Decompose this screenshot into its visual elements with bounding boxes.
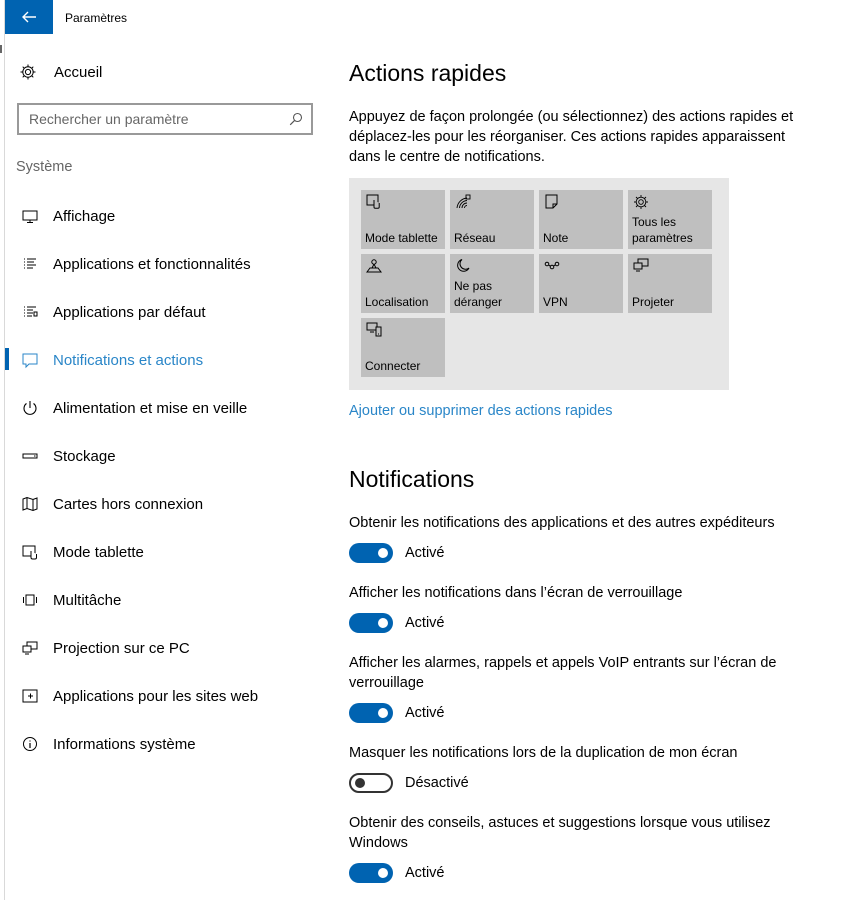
toggle-state: Désactivé [405,775,469,791]
add-remove-quick-actions-link[interactable]: Ajouter ou supprimer des actions rapides [349,403,613,419]
multitask-icon [21,591,39,609]
map-icon [21,495,39,513]
quick-actions-panel [349,178,729,390]
quick-action-label: Réseau [454,231,496,245]
sidebar-item-label: Projection sur ce PC [53,639,190,657]
toggle-state: Activé [405,705,445,721]
setting-label: Obtenir les notifications des applications et des autres expéditeurs [349,515,775,531]
quick-action-all-settings[interactable] [628,190,712,249]
display-icon [21,207,39,225]
quick-action-network[interactable] [450,190,534,249]
project-icon [21,639,39,657]
tips-suggestions-toggle[interactable] [349,863,393,883]
setting-hide-when-duplicating [349,743,799,793]
sidebar-item-offline-maps[interactable] [5,480,327,528]
sidebar-item-label: Applications et fonctionnalités [53,255,251,273]
back-arrow-icon [21,9,37,25]
sidebar-item-about[interactable] [5,720,327,768]
back-button[interactable] [5,0,53,34]
sidebar-item-label: Affichage [53,207,116,225]
power-icon [21,399,39,417]
quick-actions-title: Actions rapides [349,60,507,86]
info-icon [21,735,39,753]
location-icon [366,258,382,274]
sidebar-item-default-apps[interactable] [5,288,327,336]
sidebar-item-label: Informations système [53,735,196,753]
notifications-title: Notifications [349,466,475,492]
storage-icon [21,447,39,465]
sidebar-item-web-apps[interactable] [5,672,327,720]
setting-label: Obtenir des conseils, astuces et suggestions lorsque vous utilisez Windows [349,815,771,851]
sidebar-item-display[interactable] [5,192,327,240]
lockscreen-alarms-toggle[interactable] [349,703,393,723]
sidebar-nav [5,192,327,768]
sidebar-item-label: Cartes hors connexion [53,495,204,513]
quick-action-vpn[interactable] [539,254,623,313]
setting-label: Afficher les alarmes, rappels et appels VoIP entrants sur l’écran de verrouillage [349,655,777,691]
hide-when-duplicating-toggle[interactable] [349,773,393,793]
quick-action-label: Projeter [632,295,675,309]
setting-label: Afficher les notifications dans l’écran de verrouillage [349,585,683,601]
project-icon [633,258,649,274]
sidebar-item-apps-features[interactable] [5,240,327,288]
toggle-state: Activé [405,865,445,881]
sidebar-item-power[interactable] [5,384,327,432]
default-apps-icon [21,303,39,321]
search-input[interactable] [19,105,269,133]
quick-action-label: Mode tablette [365,231,438,245]
search-box[interactable] [17,103,313,135]
toggle-state: Activé [405,615,445,631]
lockscreen-notifications-toggle[interactable] [349,613,393,633]
home-link[interactable] [19,59,102,85]
sidebar-item-label: Notifications et actions [53,351,204,369]
setting-app-notifications [349,513,799,563]
section-label: Système [16,159,73,175]
moon-icon [455,258,471,274]
quick-action-label: Note [543,231,569,245]
quick-action-location[interactable] [361,254,445,313]
sidebar-item-tablet-mode[interactable] [5,528,327,576]
apps-list-icon [21,255,39,273]
quick-actions-description: Appuyez de façon prolongée (ou sélectionnez) des actions rapides et déplacez-les pour les réorganiser. Ces actions rapides apparaissent dans le centre de notifications. [349,109,794,165]
network-icon [455,194,471,210]
quick-action-project[interactable] [628,254,712,313]
home-label: Accueil [54,63,103,81]
quick-action-label: Tous les paramètres [632,215,693,245]
quick-action-label: Connecter [365,359,421,373]
web-apps-icon [21,687,39,705]
gear-icon [19,63,37,81]
title-bar [5,0,857,36]
notification-icon [21,351,39,369]
sidebar-item-multitask[interactable] [5,576,327,624]
connect-icon [366,322,382,338]
setting-lockscreen-alarms [349,653,799,723]
gear-icon [633,194,649,210]
setting-lockscreen-notifications [349,583,799,633]
sidebar-item-label: Stockage [53,447,116,465]
note-icon [544,194,560,210]
search-icon[interactable] [289,112,303,126]
tablet-mode-icon [366,194,382,210]
quick-action-label: VPN [543,295,568,309]
quick-action-label: Ne pas déranger [454,279,503,309]
setting-tips-suggestions [349,813,799,883]
window-title: Paramètres [65,11,128,25]
setting-label: Masquer les notifications lors de la duplication de mon écran [349,745,738,761]
sidebar-item-storage[interactable] [5,432,327,480]
quick-action-tablet-mode[interactable] [361,190,445,249]
vpn-icon [544,258,560,274]
sidebar-item-label: Mode tablette [53,543,144,561]
sidebar-item-label: Applications par défaut [53,303,206,321]
sidebar [5,36,327,900]
sidebar-item-label: Alimentation et mise en veille [53,399,248,417]
sidebar-item-label: Applications pour les sites web [53,687,259,705]
sidebar-item-projection[interactable] [5,624,327,672]
quick-action-label: Localisation [365,295,429,309]
sidebar-item-label: Multitâche [53,591,122,609]
app-notifications-toggle[interactable] [349,543,393,563]
edge-mark [0,42,4,56]
quick-action-note[interactable] [539,190,623,249]
toggle-state: Activé [405,545,445,561]
quick-action-do-not-disturb[interactable] [450,254,534,313]
sidebar-item-notifications[interactable] [5,336,327,384]
quick-action-connect[interactable] [361,318,445,377]
tablet-mode-icon [21,543,39,561]
